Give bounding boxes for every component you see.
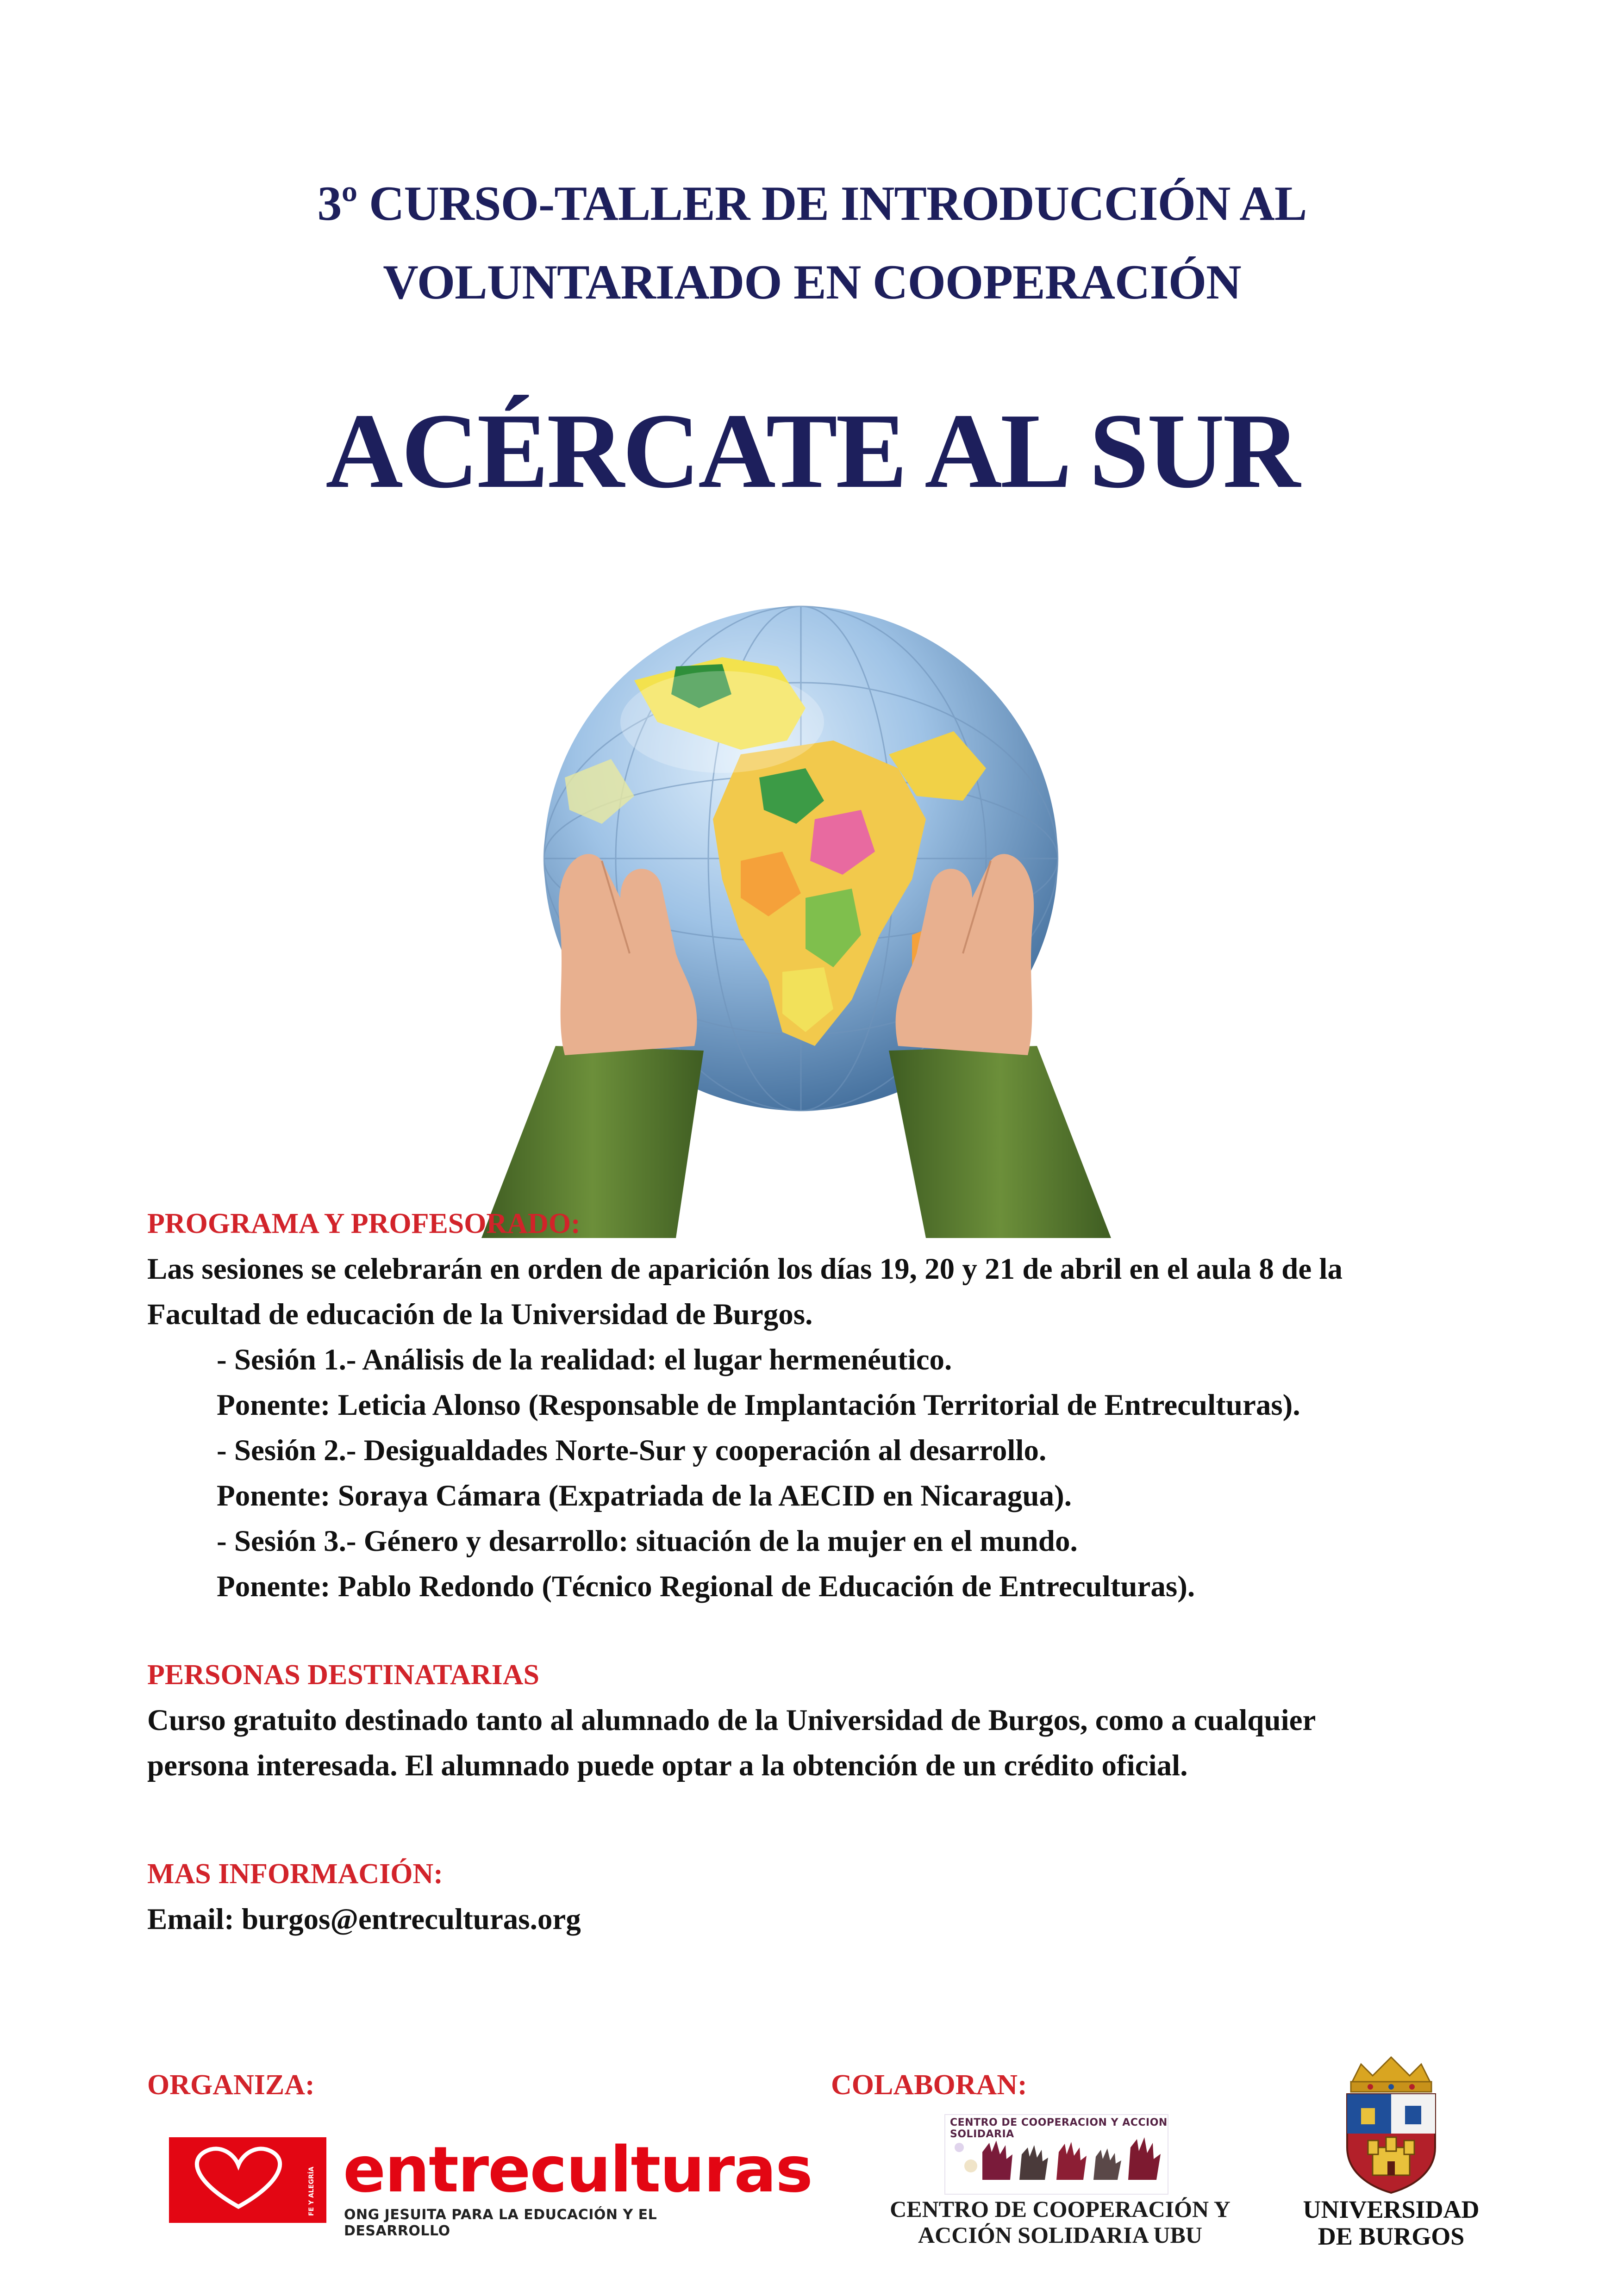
session-1-speaker: Ponente: Leticia Alonso (Responsable de Implantación Territorial de Entreculturas). bbox=[217, 1388, 1300, 1422]
destinatarios-line-2: persona interesada. El alumnado puede optar a la obtención de un crédito oficial. bbox=[147, 1749, 1188, 1782]
destinatarios-section bbox=[147, 1652, 1545, 1788]
entreculturas-tagline: ONG JESUITA PARA LA EDUCACIÓN Y EL DESARROLLO bbox=[344, 2207, 657, 2239]
ccas-name-line-2: ACCIÓN SOLIDARIA UBU bbox=[918, 2222, 1202, 2248]
info-section bbox=[147, 1851, 1545, 1942]
ubu-crest bbox=[1329, 2055, 1454, 2217]
info-heading: MAS INFORMACIÓN: bbox=[147, 1858, 443, 1890]
colaboran-label: COLABORAN: bbox=[831, 2069, 1027, 2101]
page-title: ACÉRCATE AL SUR bbox=[325, 392, 1299, 510]
globe-hands-illustration bbox=[481, 602, 1111, 1238]
contact-email[interactable]: Email: burgos@entreculturas.org bbox=[147, 1903, 581, 1936]
programa-intro-line-2: Facultad de educación de la Universidad de Burgos. bbox=[147, 1298, 813, 1331]
destinatarios-heading: PERSONAS DESTINATARIAS bbox=[147, 1659, 539, 1691]
ccas-name-line-1: CENTRO DE COOPERACIÓN Y bbox=[890, 2196, 1230, 2222]
ccas-name bbox=[875, 2196, 1245, 2248]
ubu-name-line-1: UNIVERSIDAD bbox=[1303, 2196, 1480, 2223]
session-2-speaker: Ponente: Soraya Cámara (Expatriada de la AECID en Nicaragua). bbox=[217, 1479, 1072, 1512]
destinatarios-line-1: Curso gratuito destinado tanto al alumnado de la Universidad de Burgos, como a cualquier bbox=[147, 1704, 1316, 1737]
programa-heading: PROGRAMA Y PROFESORADO: bbox=[147, 1208, 581, 1239]
programa-intro-line-1: Las sesiones se celebrarán en orden de aparición los días 19, 20 y 21 de abril en el aula 8 de la bbox=[147, 1252, 1343, 1286]
globe-icon bbox=[481, 602, 1111, 1238]
subtitle-line-2: VOLUNTARIADO EN COOPERACIÓN bbox=[383, 255, 1241, 309]
entreculturas-name: entreculturas bbox=[343, 2134, 812, 2207]
session-3-speaker: Ponente: Pablo Redondo (Técnico Regional de Educación de Entreculturas). bbox=[217, 1570, 1195, 1603]
session-1-title: - Sesión 1.- Análisis de la realidad: el lugar hermenéutico. bbox=[217, 1343, 952, 1376]
session-2-title: - Sesión 2.- Desigualdades Norte-Sur y cooperación al desarrollo. bbox=[217, 1434, 1047, 1467]
ccas-logo bbox=[944, 2114, 1168, 2195]
ubu-name bbox=[1268, 2196, 1514, 2250]
ubu-name-line-2: DE BURGOS bbox=[1318, 2222, 1465, 2250]
organiza-label: ORGANIZA: bbox=[147, 2069, 315, 2101]
coat-of-arms-icon bbox=[1329, 2055, 1454, 2194]
course-subtitle bbox=[0, 164, 1624, 322]
heart-icon bbox=[169, 2137, 326, 2223]
ccas-logo-text: CENTRO DE COOPERACION Y ACCION SOLIDARIA bbox=[950, 2117, 1168, 2140]
session-3-title: - Sesión 3.- Género y desarrollo: situación de la mujer en el mundo. bbox=[217, 1524, 1078, 1558]
subtitle-line-1: 3º CURSO-TALLER DE INTRODUCCIÓN AL bbox=[317, 176, 1307, 230]
entreculturas-vertical-text: FE Y ALEGRÍA bbox=[308, 2166, 315, 2216]
programa-section bbox=[147, 1201, 1545, 1609]
entreculturas-logo bbox=[169, 2134, 812, 2239]
entreculturas-logo-box bbox=[169, 2137, 326, 2223]
